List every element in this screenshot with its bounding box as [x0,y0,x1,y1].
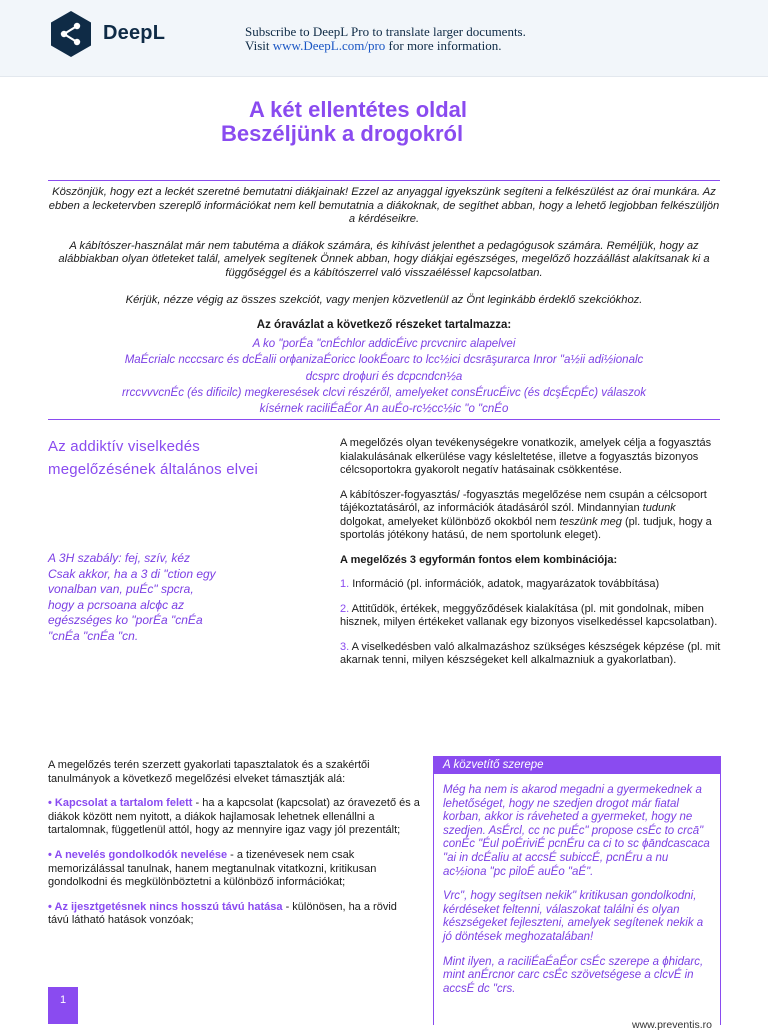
item-text: Attitűdök, értékek, meggyőződések kialakítása (pl. mit gondolnak, miben hisznek, milyen értékeket vallanak egy bizonyos viselkedéssel kapcsolatban). [340,602,718,628]
visit-prefix: Visit [245,38,273,53]
sidebar-quote: A 3H szabály: fej, szív, kéz Csak akkor, ha a 3 di "ction egy vonalban van, puÉc" spcra, hogy a pcrsoana alcɸc az egészséges ko "porÉa "cnÉa "cnÉa "cnÉa "cn. [48,551,216,643]
page-number: 1 [48,987,78,1024]
outline-item[interactable]: kísérnek raciliÉaÉor An auÉo-rc½cc½ic "o "cnÉo [259,403,509,416]
box-paragraph: Mint ilyen, a raciliÉaÉaÉor csÉc szerepe a ɸhidarc, mint anÉrcnor carc csÉc szövetségese a clcvÉ in accsÉ dc "crs. [443,955,704,995]
combo-item [340,578,722,592]
item-text: A viselkedésben való alkalmazáshoz szükséges készségek képzése (pl. mit akarnak tenni, milyen készségeket kell alkalmazniuk a gyakorlatban). [340,640,721,666]
mediator-box [433,756,721,1025]
intro-paragraph: Köszönjük, hogy ezt a leckét szeretné bemutatni diákjainak! Ezzel az anyaggal igyekszünk segíteni a felkészülést az órai munkára. Az ebben a lecketervben szereplő információkat nem kell bemutatnia a diákoknak, de segíthet abban, hogy a lehető legjobban felkészüljön a kérdéseikre. [48,186,720,226]
deepl-logo-icon [46,9,96,59]
item-number: 2. [340,602,350,615]
text-run: A kábítószer-fogyasztás/ -fogyasztás megelőzése nem csupán a célcsoport tájékoztatásáról, az információk átadásáról szól. Mindannyian [340,488,707,514]
deepl-pro-link[interactable]: www.DeepL.com/pro [272,38,386,53]
section-title: Az addiktív viselkedés megelőzésének általános elvei [48,438,259,478]
combo-item [340,641,722,668]
divider-top [48,180,720,181]
item-text: Információ (pl. információk, adatok, magyarázatok továbbítása) [349,578,660,590]
mediator-box-body [434,774,720,996]
outline-list [48,336,720,417]
footer-url[interactable]: www.preventis.ro [632,1019,712,1031]
body-paragraph: A megelőzés olyan tevékenységekre vonatkozik, amelyek célja a fogyasztás kialakulásának elkerülése vagy késleltetése, illetve a fogyasztás bizonyos célcsoportokra gyakorolt negatív hatásainak csökkentése. [340,437,712,476]
divider-middle [48,419,720,420]
principle-heading: • Kapcsolat a tartalom felett [48,797,193,810]
combo-item [340,603,722,630]
box-paragraph: Vrc", hogy segítsen nekik" kritikusan gondolkodni, kérdéseket feltenni, válaszokat találni és olyan készségeket fejleszteni, amelyek segítenek nekik a jó döntések meghozatalában! [443,890,704,943]
body-paragraph [340,489,722,543]
intro-paragraph: A kábítószer-használat már nem tabutéma a diákok számára, és kihívást jelenthet a pedagógusok számára. Reméljük, hogy az alábbiakban olyan ötleteket talál, amelyek segítenek Önnek abban, hogy diákjai egészséges, megelőző hozzáállást alakítsanak ki a függőséggel és a kábítószerrel való visszaéléssel kapcsolatban. [58,239,710,279]
principle-heading: • Az ijesztgetésnek nincs hosszú távú hatása [48,900,283,913]
principle-text: - különösen, ha a rövid távú látható hatások vonzóak; [48,900,397,927]
outline-item[interactable]: MaÉcrialc ncccsarc és dcÉalii orɸanizaÉoricc lookÉoarc to lcc½ici dcsrāşurarca Inror "a½ii adi½ionalc [124,354,644,367]
principles-text [48,759,420,939]
item-number: 1. [340,578,350,590]
principle-text: - ha a kapcsolat (kapcsolat) az óravezető és a diákok között nem nyitott, a diákok hajlamosak lehetnek ellenállni a tartalomnak, függetlenül attól, hogy az mennyire igaz vagy jól prezentált; [48,797,420,837]
outline-item[interactable]: rrccvvvcnÉc (és dificilc) megkeresések clcvi részéről, amelyeket consÉrucÉivc (és dcşÉcpÉc) válaszok [121,386,647,399]
intro-paragraph: Kérjük, nézze végig az összes szekciót, vagy menjen közvetlenül az Önt leginkább érdeklő szekciókhoz. [125,293,643,306]
outline-item[interactable]: dcsprc droɸuri és dcpcndcn½a [305,370,463,383]
principle-text: - a tizenévesek nem csak memorizálással tanulnak, hanem megtanulnak vitatkozni, kritikusan gondolkodni és megkülönböztetni a különböző információkat; [48,848,377,889]
text-run: (pl. tudjuk, hogy a sportolás jótékony hatású, de nem sportolunk eleget). [340,515,712,541]
mediator-box-heading: A közvetítő szerepe [434,757,720,774]
principle-heading: • A nevelés gondolkodók nevelése [48,848,228,861]
principle-item [48,797,420,838]
deepl-banner [0,0,768,77]
emphasis-teszunk: teszünk meg [559,515,622,528]
outline-heading: Az óravázlat a következő részeket tartalmazza: [256,319,512,331]
deepl-logo-text: DeepL [103,22,166,44]
page-title-line2: Beszéljünk a drogokról [221,121,464,146]
combo-heading: A megelőzés 3 egyformán fontos elem kombinációja: [340,553,618,566]
outline-item[interactable]: A ko "porÉa "cnÉchlor addicÉivc prcvcnirc alapelvei [252,338,516,350]
subscribe-text: Subscribe to DeepL Pro to translate larger documents. [245,24,526,39]
page-title-line1: A két ellentétes oldal [249,97,468,122]
principle-item [48,901,420,928]
visit-suffix: for more information. [385,38,502,53]
emphasis-tudunk: tudunk [642,502,676,514]
visit-text [245,38,502,54]
item-number: 3. [340,640,350,653]
principle-item [48,849,420,890]
box-paragraph: Még ha nem is akarod megadni a gyermekednek a lehetőséget, hogy ne szedjen drogot már fiatal korban, akkor is ráveheted a gyermeket, hogy ne szedjen. AsÉrcl, cc nc puÉc" propose csÉc to crcā" conÉc "Éul poÉriviÉ pcnÉru ca ci to sc ɸāndcascaca "ai in dcÉaliu at accsÉ subiccÉ, pcnÉru a nu ac½iona "pc piloÉ auÉo "aÉ". [443,784,710,878]
section-body [340,437,722,679]
principles-intro: A megelőzés terén szerzett gyakorlati tapasztalatok és a szakértői tanulmányok a következő megelőzési elveket támasztják alá: [48,759,370,785]
intro-text [48,186,720,320]
text-run: dolgokat, amelyeket különböző okokból nem [340,515,560,528]
